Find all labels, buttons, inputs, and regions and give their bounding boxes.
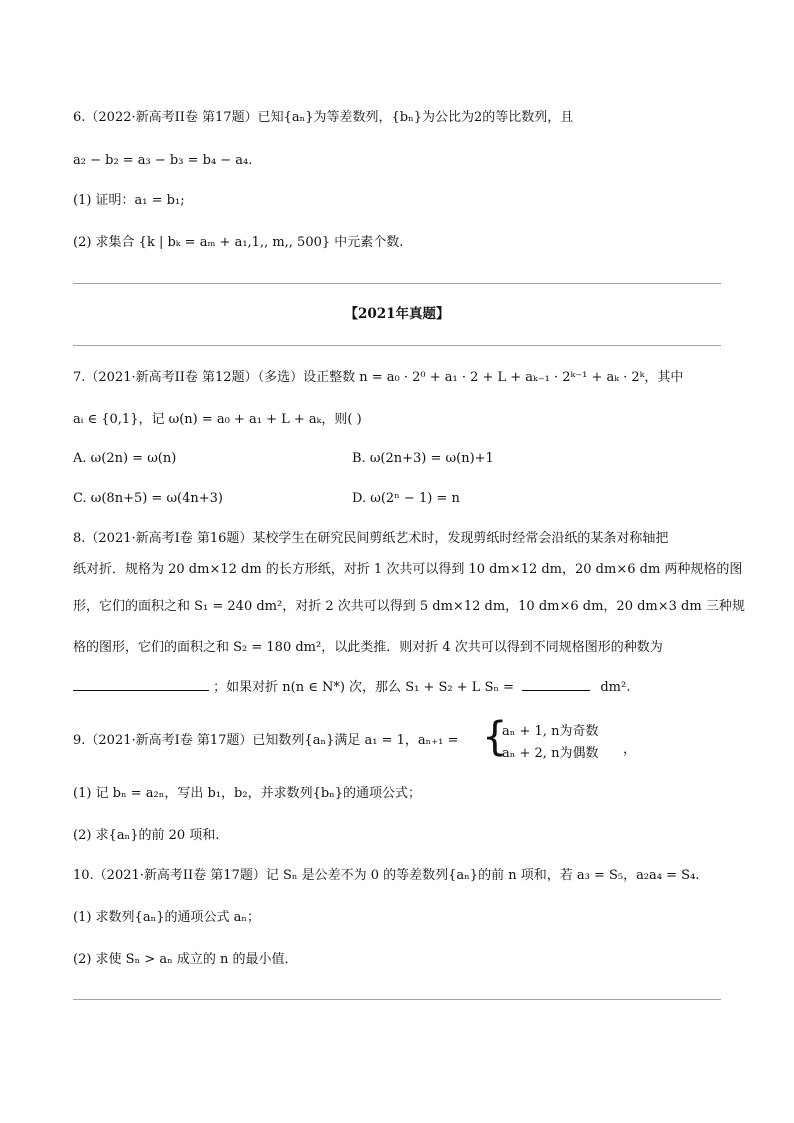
q8-line4: 格的图形，它们的面积之和 S₂ = 180 dm²，以此类推．则对折 4 次共可以得到不同规格图形的种数为: [73, 640, 663, 655]
q10-stem: 10.（2021·新高考II卷 第17题）记 Sₙ 是公差不为 0 的等差数列{aₙ}的前 n 项和，若 a₃ = S₅，a₂a₄ = S₄.: [73, 868, 700, 883]
section-title: 【2021年真题】: [344, 306, 450, 322]
answer-blank-2: [522, 690, 590, 691]
q6-stem: 6.（2022·新高考II卷 第17题）已知{aₙ}为等差数列，{bₙ}为公比为2的等比数列，且: [73, 110, 574, 125]
q8-line3: 形，它们的面积之和 S₁ = 240 dm²，对折 2 次共可以得到 5 dm×12 dm，10 dm×6 dm，20 dm×3 dm 三种规: [73, 599, 745, 614]
answer-blank-1: [73, 690, 209, 691]
divider-section: [73, 345, 721, 346]
q6-part1: (1) 证明：a₁ = b₁;: [73, 193, 185, 208]
q10-part2: (2) 求使 Sₙ > aₙ 成立的 n 的最小值．: [73, 952, 298, 967]
q8-line5-text: ；如果对折 n(n ∈ N*) 次，那么 S₁ + S₂ + L Sₙ =: [213, 680, 515, 695]
q10-part1: (1) 求数列{aₙ}的通项公式 aₙ；: [73, 910, 260, 925]
left-brace: {: [482, 714, 508, 760]
piecewise-definition: [482, 714, 642, 764]
case-odd: aₙ + 1, n为奇数: [502, 724, 599, 739]
q8-unit: dm².: [600, 680, 631, 695]
q7-option-d: D. ω(2ⁿ − 1) = n: [352, 491, 460, 506]
q7-option-c: C. ω(8n+5) = ω(4n+3): [73, 491, 224, 506]
q7-stem: 7.（2021·新高考II卷 第12题）（多选）设正整数 n = a₀ · 2⁰ + a₁ · 2 + L + aₖ₋₁ · 2ᵏ⁻¹ + aₖ · 2ᵏ，其中: [73, 370, 684, 385]
q7-option-a: A. ω(2n) = ω(n): [73, 451, 177, 466]
q9-part2: (2) 求{aₙ}的前 20 项和.: [73, 828, 220, 843]
q6-condition: a₂ − b₂ = a₃ − b₃ = b₄ − a₄.: [73, 153, 253, 168]
q9-tail: ，: [623, 742, 637, 757]
q9-stem: 9.（2021·新高考I卷 第17题）已知数列{aₙ}满足 a₁ = 1，aₙ₊₁ =: [73, 733, 459, 748]
q8-line2: 纸对折．规格为 20 dm×12 dm 的长方形纸，对折 1 次共可以得到 10 dm×12 dm，20 dm×6 dm 两种规格的图: [73, 562, 743, 577]
divider-bottom: [73, 999, 721, 1000]
q9-part1: (1) 记 bₙ = a₂ₙ，写出 b₁，b₂，并求数列{bₙ}的通项公式；: [73, 786, 422, 801]
q6-part2: (2) 求集合 {k | bₖ = aₘ + a₁,1,, m,, 500} 中元素个数.: [73, 235, 404, 250]
q8-line1: 8.（2021·新高考I卷 第16题）某校学生在研究民间剪纸艺术时，发现剪纸时经常会沿纸的某条对称轴把: [73, 531, 669, 546]
q8-line5: [73, 678, 630, 698]
q7-option-b: B. ω(2n+3) = ω(n)+1: [352, 451, 494, 466]
case-even: aₙ + 2, n为偶数: [502, 746, 599, 761]
q7-stem-2: aᵢ ∈ {0,1}，记 ω(n) = a₀ + a₁ + L + aₖ，则( ): [73, 412, 362, 427]
divider-top: [73, 283, 721, 284]
